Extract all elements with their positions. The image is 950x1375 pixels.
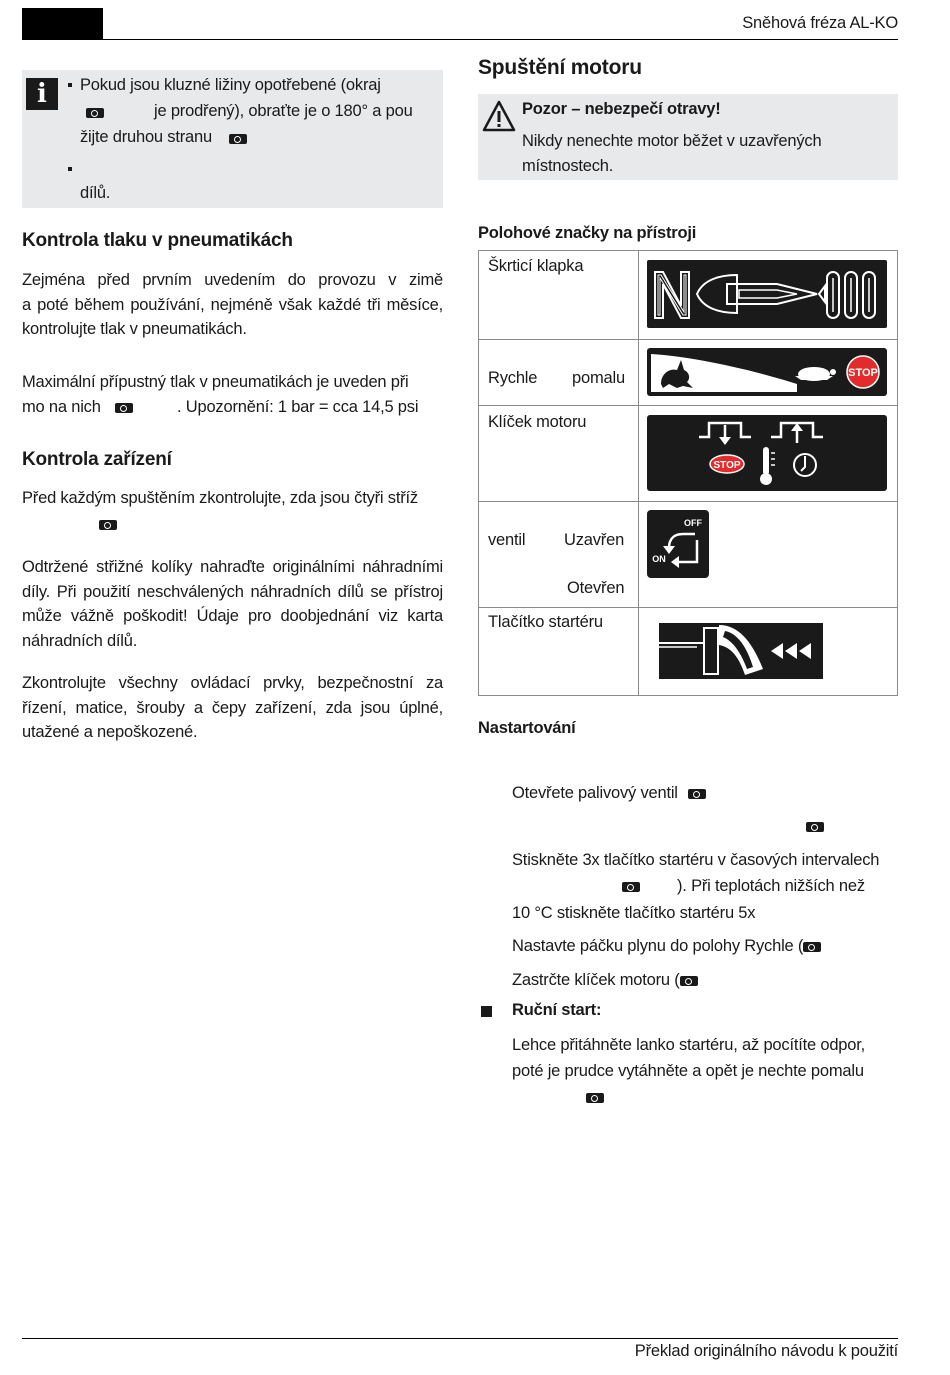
footer-text: Překlad originálního návodu k použití [634, 1342, 898, 1360]
camera-icon [586, 1091, 604, 1103]
info-line-4: dílů. [80, 184, 111, 202]
step-press-starter-line-2: ). Při teplotách nižších než [677, 877, 865, 895]
tire-paragraph-2: Maximální přípustný tlak v pneumatikách je uveden při mo na nich . Upozornění: 1 bar = cca 14,5 psi [22, 373, 419, 416]
step-throttle-fast: Nastavte páčku plynu do polohy Rychle ( [512, 937, 821, 956]
bullet [68, 167, 72, 171]
camera-icon [806, 820, 824, 832]
engine-key-symbol [647, 415, 887, 491]
valve-open-label: Otevřen [567, 579, 625, 597]
camera-icon [803, 940, 821, 952]
choke-icon [647, 260, 887, 328]
info-line-2: je prodřený), obraťte je o 180° a pou [154, 102, 413, 120]
camera-icon [115, 401, 133, 413]
starting-heading: Nastartování [478, 719, 576, 737]
info-box [22, 70, 443, 208]
step-insert-key: Zastrčte klíček motoru ( [512, 971, 698, 990]
engine-start-heading: Spuštění motoru [478, 56, 642, 79]
table-row [479, 607, 897, 695]
starter-symbol [659, 623, 823, 679]
device-paragraph-1: Před každým spuštěním zkontrolujte, zda jsou čtyři stříž [22, 489, 418, 507]
engine-key-label: Klíček motoru [488, 413, 587, 431]
warning-title: Pozor – nebezpečí otravy! [522, 100, 721, 118]
tire-heading: Kontrola tlaku v pneumatikách [22, 230, 293, 251]
warning-line-1: Nikdy nenechte motor běžet v uzavřených [522, 132, 822, 150]
table-row [479, 339, 897, 406]
fuel-valve-icon [647, 510, 709, 578]
valve-closed-label: Uzavřen [564, 531, 625, 549]
stop-text: STOP [713, 460, 741, 471]
stop-text: STOP [848, 367, 878, 379]
warning-line-2: místnostech. [522, 157, 614, 175]
symbols-table [478, 250, 898, 696]
bullet [68, 83, 72, 87]
header-rule [22, 39, 898, 40]
camera-icon [622, 880, 640, 892]
choke-symbol [647, 260, 887, 328]
warning-box [478, 94, 898, 180]
table-row [479, 405, 897, 502]
manual-start-heading: Ruční start: [512, 1001, 602, 1019]
table-row [479, 251, 897, 340]
info-icon: i [26, 78, 58, 110]
engine-key-icon [647, 415, 887, 491]
throttle-symbol [647, 348, 887, 396]
on-text: ON [652, 554, 666, 564]
valve-label: ventil [488, 531, 526, 549]
starter-button-label: Tlačítko startéru [488, 613, 603, 631]
camera-icon [86, 106, 104, 118]
step-press-starter-line-3: 10 °C stiskněte tlačítko startéru 5x [512, 904, 756, 922]
camera-icon [99, 518, 117, 530]
camera-icon [229, 132, 247, 144]
table-row [479, 501, 897, 608]
info-line-1: Pokud jsou kluzné ližiny opotřebené (okraj [80, 76, 381, 94]
step-open-fuel-valve: Otevřete palivový ventil [512, 784, 706, 803]
off-text: OFF [684, 518, 702, 528]
footer-rule [22, 1338, 898, 1339]
page-number-tab [22, 8, 103, 40]
primer-button-icon [659, 623, 823, 679]
manual-start-line-1: Lehce přitáhněte lanko startéru, až pocítíte odpor, [512, 1036, 866, 1054]
warning-triangle-icon [482, 100, 516, 132]
device-paragraph-3: Zkontrolujte všechny ovládací prvky, bezpečnostní za řízení, matice, šrouby a čepy zařízení, zda jsou úplné, utažené a nepoškozené. [22, 674, 443, 742]
fuel-valve-symbol [647, 510, 709, 578]
square-bullet [481, 1006, 492, 1017]
throttle-icon [647, 348, 887, 396]
camera-icon [680, 974, 698, 986]
slow-label: pomalu [572, 369, 625, 387]
tire-paragraph-1: Zejména před prvním uvedením do provozu v zimě a poté během používání, nejméně však každé tři měsíce, kontrolujte tlak v pneumatikách. [22, 271, 443, 339]
device-heading: Kontrola zařízení [22, 449, 172, 470]
fast-label: Rychle [488, 369, 538, 387]
choke-label: Škrticí klapka [488, 257, 584, 275]
symbols-heading: Polohové značky na přístroji [478, 224, 697, 242]
camera-icon [688, 787, 706, 799]
manual-start-line-2: poté je prudce vytáhněte a opět je nechte pomalu [512, 1062, 864, 1080]
device-paragraph-2: Odtržené střižné kolíky nahraďte originálními náhradními díly. Při použití neschválených náhradních dílů se přístroj může vážně poškodit! Údaje pro doobjednání viz karta náhradních dílů. [22, 558, 443, 650]
info-line-3: žijte druhou stranu [80, 128, 212, 146]
header-title: Sněhová fréza AL-KO [742, 14, 898, 32]
step-press-starter-line-1: Stiskněte 3x tlačítko startéru v časových intervalech [512, 851, 880, 869]
